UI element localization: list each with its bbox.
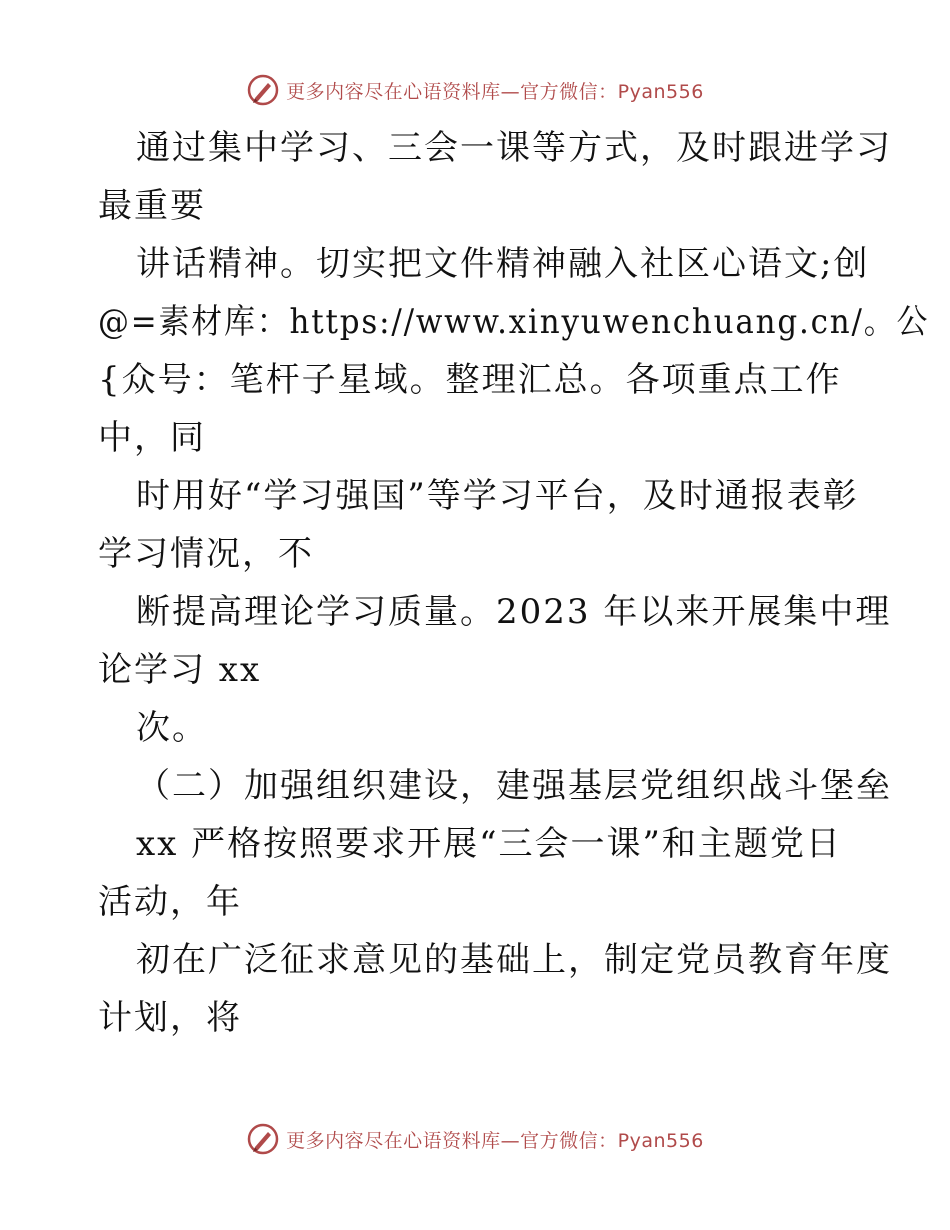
text-line: 最重要 [98, 186, 206, 226]
text-line: 时用好“学习强国”等学习平台，及时通报表彰 [136, 476, 859, 516]
text-line: xx 严格按照要求开展“三会一课”和主题党日 [136, 824, 842, 864]
text-line: 讲话精神。切实把文件精神融入社区心语文;创 [136, 244, 870, 284]
text-line: 断提高理论学习质量。2023 年以来开展集中理 [136, 592, 892, 632]
watermark-text: 更多内容尽在心语资料库—官方微信：Pyan556 [286, 1129, 704, 1152]
text-line: 活动，年 [98, 882, 242, 922]
text-line: 通过集中学习、三会一课等方式，及时跟进学习 [136, 128, 892, 168]
text-line: @=素材库：https://www.xinyuwenchuang.cn/。公 [98, 302, 930, 342]
text-line: {众号：笔杆子星域。整理汇总。各项重点工作 [98, 360, 842, 400]
pen-logo-icon [246, 1122, 280, 1156]
watermark-text: 更多内容尽在心语资料库—官方微信：Pyan556 [286, 80, 704, 103]
text-line: 次。 [136, 708, 208, 748]
text-line: 初在广泛征求意见的基础上，制定党员教育年度 [136, 940, 892, 980]
footer-watermark [0, 1119, 950, 1159]
text-line: 计划，将 [98, 998, 242, 1038]
section-heading: （二）加强组织建设，建强基层党组织战斗堡垒 [136, 766, 892, 806]
header-watermark [0, 70, 950, 110]
text-line: 论学习 xx [98, 650, 262, 690]
pen-logo-icon [246, 73, 280, 107]
text-line: 中，同 [98, 418, 206, 458]
text-line: 学习情况，不 [98, 534, 314, 574]
